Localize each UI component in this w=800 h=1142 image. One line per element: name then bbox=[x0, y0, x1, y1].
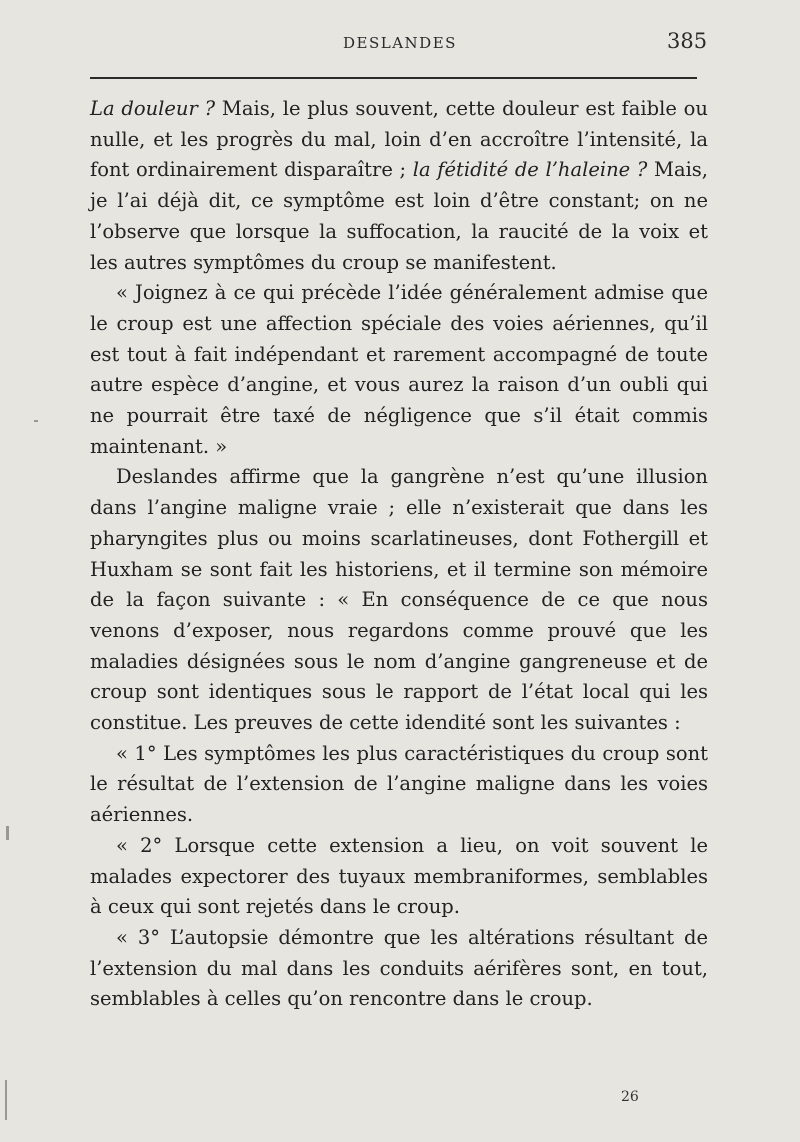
text-run: « 1° Les symptômes les plus caractéristiques du croup sont le résultat de l’extension de l’angine maligne dans les voies aériennes. bbox=[90, 741, 708, 827]
text-run: « 2° Lorsque cette extension a lieu, on voit souvent le malades expectorer des tuyaux membraniformes, semblables à ceux qui sont rejetés dans le croup. bbox=[90, 833, 708, 919]
paragraph bbox=[90, 462, 708, 738]
header-rule bbox=[90, 77, 697, 79]
paragraph bbox=[90, 831, 708, 923]
paragraph bbox=[90, 278, 708, 462]
text-run: Mais, je l’ai déjà dit, ce symptôme est loin d’être constant; on ne l’observe que lorsque la suffocation, la raucité de la voix et les autres symptômes du croup se manifestent. bbox=[90, 158, 709, 274]
body-text bbox=[90, 94, 708, 1015]
text-run: « 3° L’autopsie démontre que les altérations résultant de l’extension du mal dans les conduits aérifères sont, en tout, semblables à celles qu’on rencontre dans le croup. bbox=[90, 925, 708, 1011]
page-number: 385 bbox=[667, 29, 708, 53]
italic-phrase: La douleur ? bbox=[90, 97, 216, 120]
italic-phrase: la fétidité de l’haleine ? bbox=[412, 158, 648, 182]
text-run: Mais, le plus souvent, cette douleur est faible ou nulle, et les progrès du mal, loin d’en accroître l’intensité, la font ordinairement disparaître ; bbox=[90, 97, 708, 182]
signature-mark: 26 bbox=[621, 1089, 639, 1105]
paragraph bbox=[90, 94, 708, 278]
paragraph bbox=[90, 739, 708, 831]
text-run: Deslandes affirme que la gangrène n’est qu’une illusion dans l’angine maligne vraie ; elle n’existerait que dans les pharyngites plus ou moins scarlatineuses, dont Fothergill et Huxham se sont fait les historiens, et il termine son mémoire de la façon suivante : « En conséquence de ce que nous venons d’exposer, nous regardons comme prouvé que les maladies désignées sous le nom d’angine gangreneuse et de croup sont identiques sous le rapport de l’état local qui les constitue. Les preuves de cette idendité sont les suivantes : bbox=[90, 465, 708, 735]
running-head: DESLANDES bbox=[343, 34, 457, 52]
paragraph bbox=[90, 923, 708, 1015]
margin-speck bbox=[6, 826, 9, 840]
margin-speck bbox=[5, 1080, 7, 1120]
text-run: « Joignez à ce qui précède l’idée généralement admise que le croup est une affection spéciale des voies aériennes, qu’il est tout à fait indépendant et rarement accompagné de toute autre espèce d’angine, et vous aurez la raison d’un oubli qui ne pourrait être taxé de négligence que s’il était commis maintenant. » bbox=[90, 281, 708, 458]
margin-speck bbox=[34, 420, 38, 422]
